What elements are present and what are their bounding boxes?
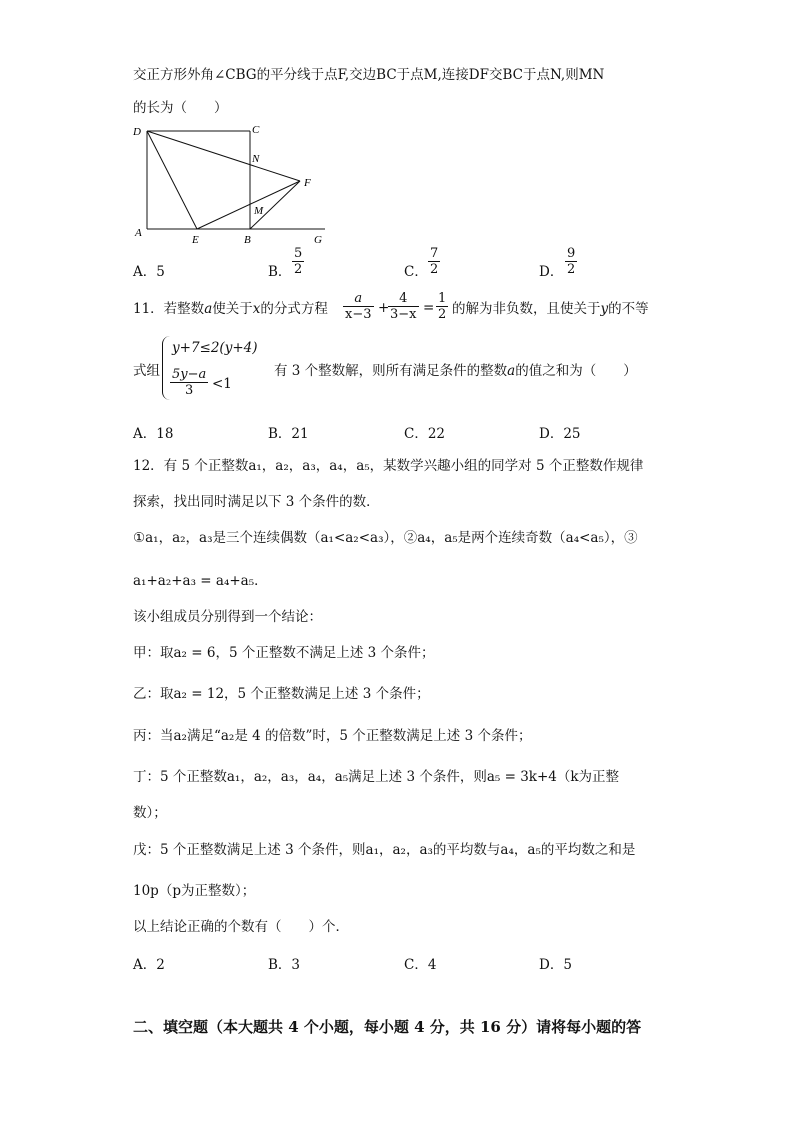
q11-line1-pre: 11．若整数a使关于x的分式方程	[133, 301, 328, 317]
q12-line2: 探索，找出同时满足以下 3 个条件的数．	[133, 494, 380, 510]
label-M: M	[254, 205, 264, 217]
label-N: N	[252, 153, 260, 165]
q11-fraction-2: 4 3−x	[390, 291, 417, 322]
q11-fraction-1: a x−3	[345, 291, 372, 322]
q11-line2-post: 有 3 个整数解，则所有满足条件的整数a的值之和为（ ）	[274, 363, 637, 379]
label-C: C	[252, 124, 260, 136]
q11-line1-post: 的解为非负数，且使关于y的不等	[452, 301, 649, 317]
q12-conclusion-ding-1: 丁：5 个正整数a₁，a₂，a₃，a₄，a₅满足上述 3 个条件，则a₅ = 3k+4（k为正整	[133, 769, 620, 785]
q11-inequality-2-rel: <1	[212, 376, 232, 392]
q11-option-d: D．25	[539, 426, 581, 442]
q10-option-d-fraction: 9 2	[567, 246, 576, 277]
q12-conclusion-bing: 丙：当a₂满足“a₂是 4 的倍数”时，5 个正整数满足上述 3 个条件；	[133, 728, 532, 744]
segment-EF	[197, 181, 300, 229]
q10-option-a: A．5	[133, 264, 165, 280]
q10-geometry-figure	[130, 120, 340, 250]
label-A: A	[135, 227, 142, 239]
q12-line5: 该小组成员分别得到一个结论：	[133, 609, 322, 625]
q11-fraction-3: 1 2	[438, 291, 447, 322]
q12-conclusion-wu-1: 戊：5 个正整数满足上述 3 个条件，则a₁，a₂，a₃的平均数与a₄，a₅的平均数之和是	[133, 842, 636, 858]
label-B: B	[244, 234, 251, 246]
q10-option-b-fraction: 5 2	[294, 246, 303, 277]
q10-option-c-label: C．	[404, 264, 428, 280]
q12-option-b: B．3	[268, 957, 301, 973]
q12-conclusion-jia: 甲：取a₂ = 6，5 个正整数不满足上述 3 个条件；	[133, 645, 435, 661]
label-D: D	[133, 126, 141, 138]
q11-equals: =	[423, 300, 435, 316]
section-2-heading: 二、填空题（本大题共 4 个小题，每小题 4 分，共 16 分）请将每小题的答	[133, 1018, 642, 1036]
q10-option-c-fraction: 7 2	[430, 246, 439, 277]
segment-DF	[147, 131, 300, 181]
q11-plus: +	[378, 300, 390, 316]
q12-line1: 12．有 5 个正整数a₁，a₂，a₃，a₄，a₅，某数学兴趣小组的同学对 5 个正整数作规律	[133, 458, 644, 474]
label-F: F	[304, 177, 311, 189]
q12-question: 以上结论正确的个数有（ ）个．	[133, 919, 349, 935]
q12-conclusion-ding-2: 数）；	[133, 805, 167, 821]
q11-line2-pre: 式组	[133, 363, 160, 379]
q12-option-d: D．5	[539, 957, 572, 973]
q10-line2: 的长为（ ）	[133, 100, 228, 116]
q11-inequality-1: y+7≤2(y+4)	[172, 340, 258, 356]
label-G: G	[314, 234, 322, 246]
q12-conclusion-yi: 乙：取a₂ = 12，5 个正整数满足上述 3 个条件；	[133, 686, 430, 702]
q10-option-b-label: B．	[268, 264, 292, 280]
q11-option-a: A．18	[133, 426, 174, 442]
q12-conclusion-wu-2: 10p（p为正整数）；	[133, 883, 256, 899]
q12-line3: ①a₁，a₂，a₃是三个连续偶数（a₁<a₂<a₃），②a₄，a₅是两个连续奇数（a₄<a₅），③	[133, 530, 638, 546]
q12-option-a: A．2	[133, 957, 165, 973]
q12-option-c: C．4	[404, 957, 437, 973]
label-E: E	[192, 234, 199, 246]
q10-line1: 交正方形外角∠CBG的平分线于点F,交边BC于点M,连接DF交BC于点N,则MN	[133, 67, 605, 83]
q11-option-c: C．22	[404, 426, 446, 442]
q10-option-d-label: D．	[539, 264, 564, 280]
segment-DE	[147, 131, 197, 229]
q11-inequality-2-fraction: 5y−a 3	[172, 367, 207, 398]
q12-line4: a₁+a₂+a₃ = a₄+a₅．	[133, 573, 268, 589]
q11-option-b: B．21	[268, 426, 309, 442]
